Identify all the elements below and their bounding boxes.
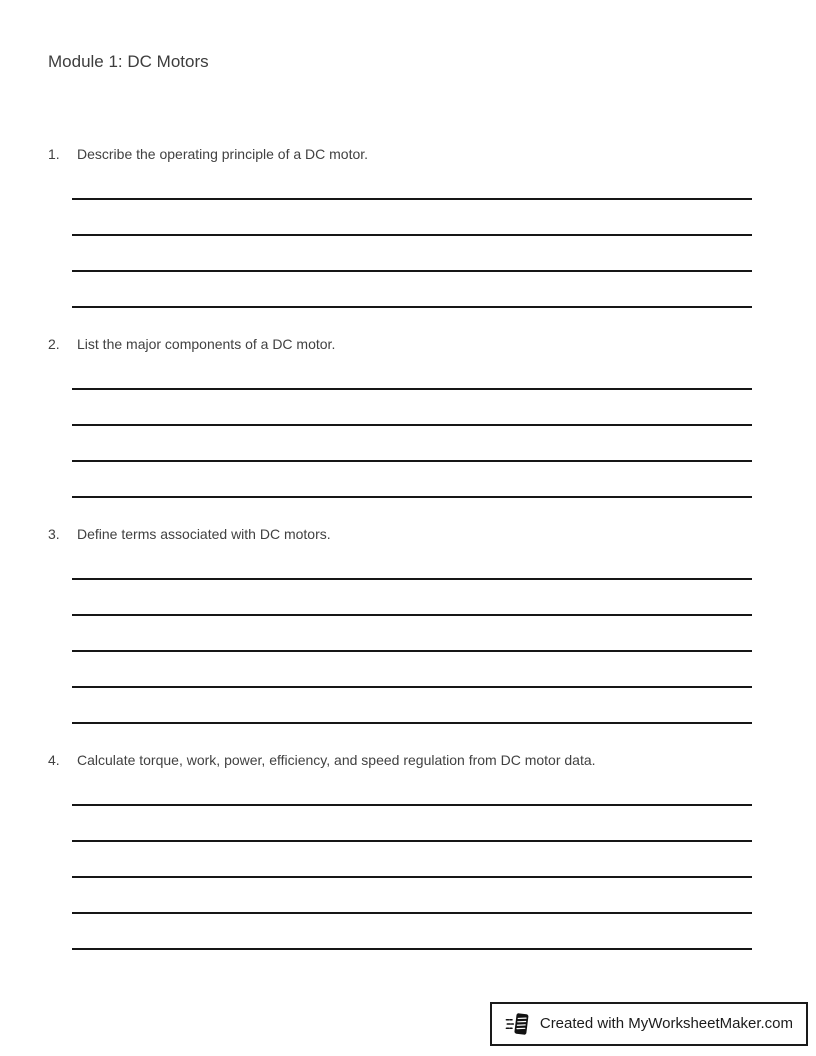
question-list: [0, 144, 816, 950]
question-row: [48, 334, 768, 354]
question-text: List the major components of a DC motor.: [77, 336, 336, 352]
answer-lines: [72, 544, 752, 724]
question-item: [0, 144, 816, 308]
credit-badge[interactable]: [490, 1002, 808, 1046]
question-number: 3.: [48, 526, 60, 542]
answer-line: [72, 426, 752, 462]
answer-line: [72, 544, 752, 580]
question-row: [48, 750, 768, 770]
question-item: [0, 334, 816, 498]
question-number: 4.: [48, 752, 60, 768]
answer-line: [72, 164, 752, 200]
answer-lines: [72, 770, 752, 950]
answer-lines: [72, 164, 752, 308]
answer-line: [72, 806, 752, 842]
question-row: [48, 144, 768, 164]
answer-line: [72, 390, 752, 426]
question-text: Calculate torque, work, power, efficiency, and speed regulation from DC motor data.: [77, 752, 596, 768]
myworksheetmaker-logo-icon: [505, 1012, 531, 1036]
answer-line: [72, 462, 752, 498]
answer-line: [72, 688, 752, 724]
answer-line: [72, 236, 752, 272]
answer-line: [72, 770, 752, 806]
question-number: 1.: [48, 146, 60, 162]
answer-line: [72, 200, 752, 236]
answer-line: [72, 616, 752, 652]
answer-line: [72, 914, 752, 950]
answer-line: [72, 878, 752, 914]
question-item: [0, 524, 816, 724]
page-title: Module 1: DC Motors: [48, 52, 209, 71]
question-item: [0, 750, 816, 950]
question-row: [48, 524, 768, 544]
credit-text: Created with MyWorksheetMaker.com: [539, 1015, 793, 1032]
answer-lines: [72, 354, 752, 498]
question-text: Describe the operating principle of a DC motor.: [77, 146, 369, 162]
answer-line: [72, 580, 752, 616]
question-text: Define terms associated with DC motors.: [77, 526, 331, 542]
answer-line: [72, 652, 752, 688]
question-number: 2.: [48, 336, 60, 352]
answer-line: [72, 354, 752, 390]
answer-line: [72, 842, 752, 878]
answer-line: [72, 272, 752, 308]
